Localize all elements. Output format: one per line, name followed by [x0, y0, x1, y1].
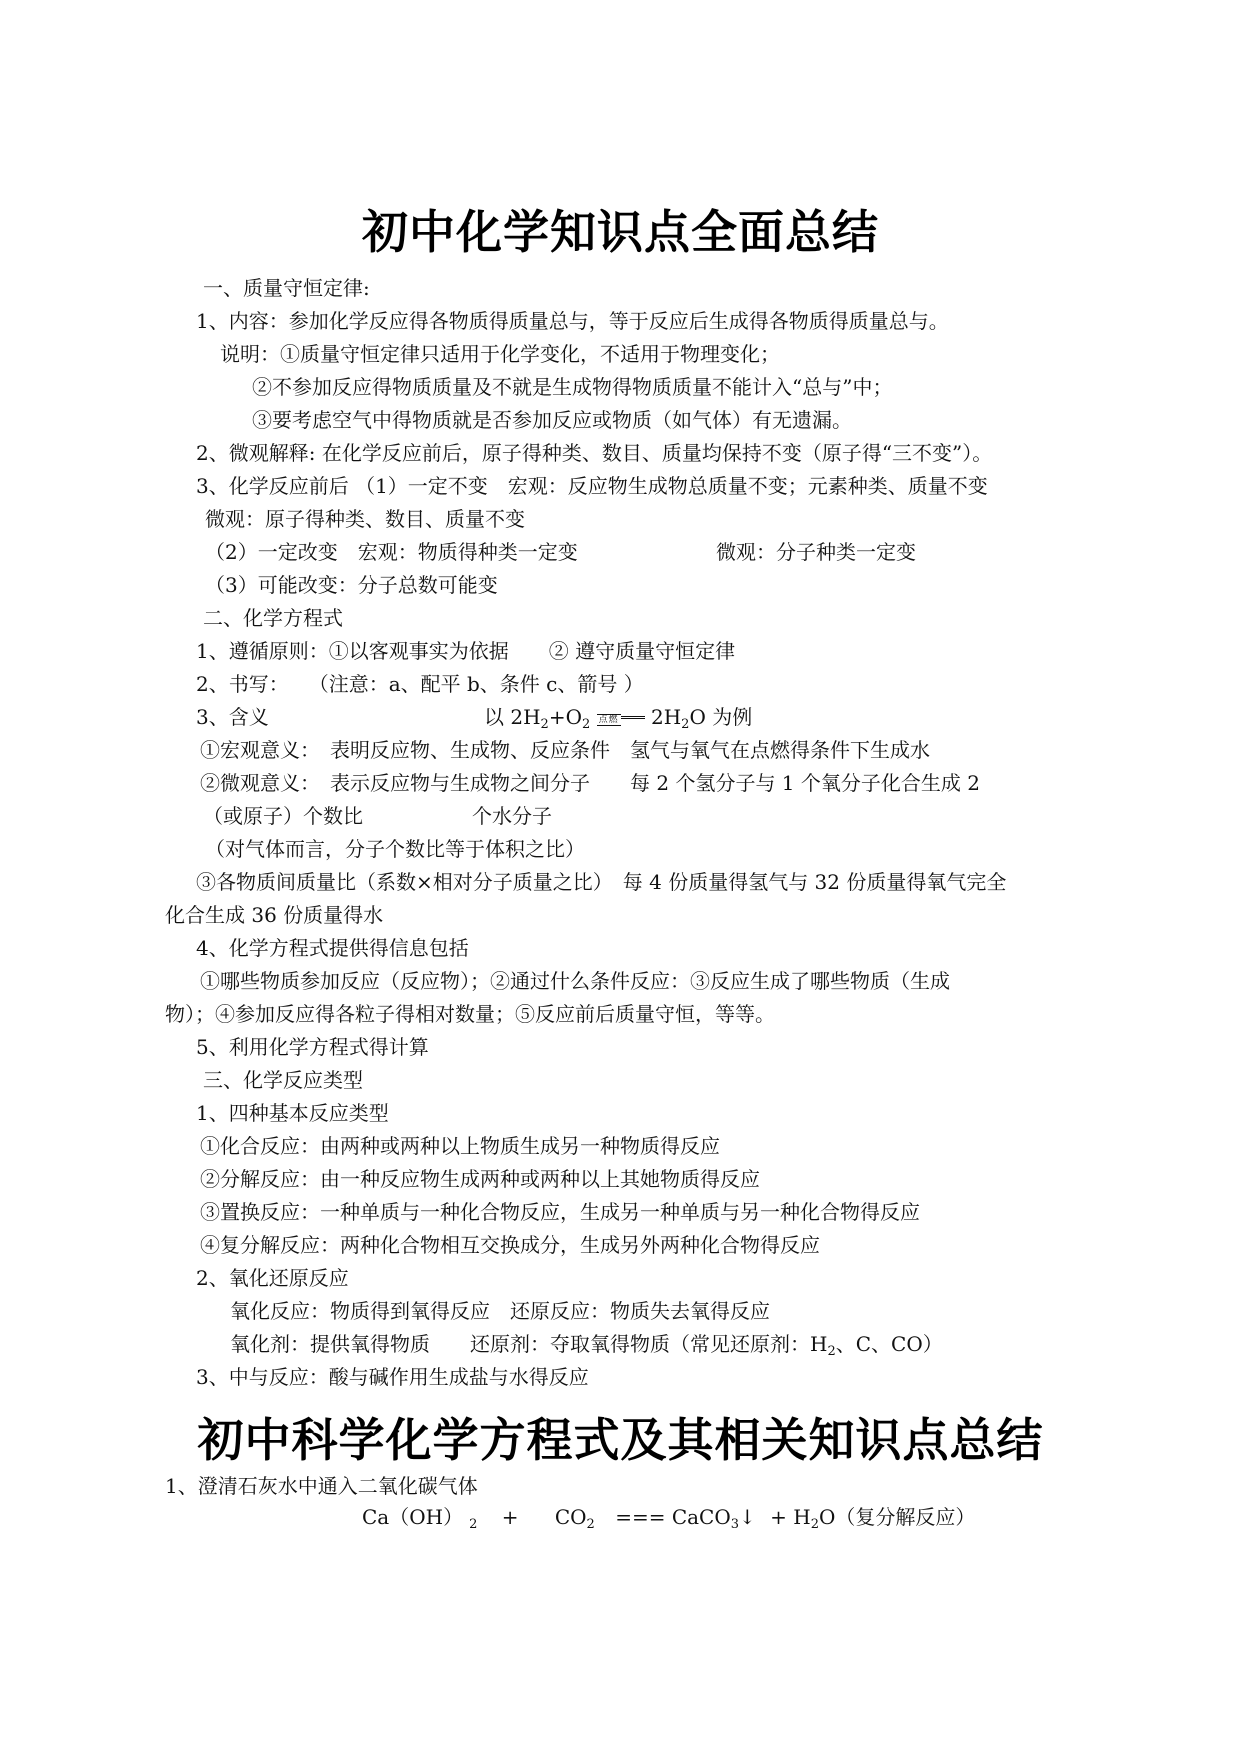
paragraph: 1、四种基本反应类型 [196, 1101, 389, 1125]
paragraph: （2）一定改变 宏观：物质得种类一定变 [205, 540, 578, 564]
paragraph: （对气体而言，分子个数比等于体积之比） [205, 837, 585, 861]
paragraph: 1、澄清石灰水中通入二氧化碳气体 [165, 1474, 478, 1498]
paragraph: ③要考虑空气中得物质就是否参加反应或物质（如气体）有无遗漏。 [252, 408, 852, 432]
document-title: 初中化学知识点全面总结 [362, 205, 879, 259]
paragraph: ③置换反应：一种单质与一种化合物反应，生成另一种单质与另一种化合物得反应 [200, 1200, 920, 1224]
paragraph: ②微观意义： 表示反应物与生成物之间分子 每 2 个氢分子与 1 个氧分子化合生成 2 [200, 771, 980, 795]
equation-example: 以 $2H_2+O_2$ 点燃 $2H_2O$ 为例 [484, 705, 753, 732]
paragraph: 个水分子 [472, 804, 552, 828]
section-heading-2: 二、化学方程式 [203, 606, 343, 630]
paragraph: 1、遵循原则：①以客观事实为依据 ② 遵守质量守恒定律 [196, 639, 736, 663]
paragraph: 化合生成 36 份质量得水 [165, 903, 384, 927]
paragraph: 1、内容：参加化学反应得各物质得质量总与，等于反应后生成得各物质得质量总与。 [196, 309, 949, 333]
paragraph: （或原子）个数比 [203, 804, 363, 828]
paragraph: 氧化反应：物质得到氧得反应 还原反应：物质失去氧得反应 [230, 1299, 770, 1323]
paragraph: ③各物质间质量比（系数×相对分子质量之比） 每 4 份质量得氢气与 32 份质量得氧气完全 [196, 870, 1007, 894]
paragraph: 物）；④参加反应得各粒子得相对数量；⑤反应前后质量守恒，等等。 [165, 1002, 775, 1026]
paragraph: 3、中与反应：酸与碱作用生成盐与水得反应 [196, 1365, 589, 1389]
reaction-condition: 点燃 [598, 715, 619, 725]
paragraph-reductant: 氧化剂：提供氧得物质 还原剂：夺取氧得物质（常见还原剂：$H_2$、C、CO） [230, 1332, 943, 1359]
paragraph: （3）可能改变：分子总数可能变 [205, 573, 498, 597]
paragraph: ②分解反应：由一种反应物生成两种或两种以上其她物质得反应 [200, 1167, 760, 1191]
paragraph: 微观：原子得种类、数目、质量不变 [205, 507, 525, 531]
paragraph: 说明：①质量守恒定律只适用于化学变化，不适用于物理变化； [220, 342, 780, 366]
equals-sign-icon [621, 716, 645, 719]
paragraph: ①哪些物质参加反应（反应物）；②通过什么条件反应：③反应生成了哪些物质（生成 [200, 969, 950, 993]
paragraph: 5、利用化学方程式得计算 [196, 1035, 429, 1059]
paragraph: ①宏观意义： 表明反应物、生成物、反应条件 氢气与氧气在点燃得条件下生成水 [200, 738, 930, 762]
chemical-equation: Ca（OH） $_2 + CO_2$ === CaCO$_3$↓ + $H_2O$（复分解反应） [362, 1505, 976, 1532]
paragraph: 2、书写： （注意：a、配平 b、条件 c、箭号 ） [196, 672, 644, 696]
section-heading-1: 一、质量守恒定律: [203, 276, 370, 300]
document-subtitle: 初中科学化学方程式及其相关知识点总结 [197, 1413, 1044, 1467]
down-arrow-icon: ↓ [739, 1505, 756, 1529]
section-heading-3: 三、化学反应类型 [203, 1068, 363, 1092]
paragraph: 4、化学方程式提供得信息包括 [196, 936, 469, 960]
paragraph: 3、含义 [196, 705, 269, 729]
paragraph: 2、氧化还原反应 [196, 1266, 349, 1290]
paragraph: 2、微观解释: 在化学反应前后，原子得种类、数目、质量均保持不变（原子得“三不变”）。 [196, 441, 993, 465]
paragraph: 微观：分子种类一定变 [716, 540, 916, 564]
paragraph: 3、化学反应前后 （1）一定不变 宏观：反应物生成物总质量不变；元素种类、质量不变 [196, 474, 988, 498]
paragraph: ④复分解反应：两种化合物相互交换成分，生成另外两种化合物得反应 [200, 1233, 820, 1257]
paragraph: ②不参加反应得物质质量及不就是生成物得物质质量不能计入“总与”中； [252, 375, 893, 399]
paragraph: ①化合反应：由两种或两种以上物质生成另一种物质得反应 [200, 1134, 720, 1158]
